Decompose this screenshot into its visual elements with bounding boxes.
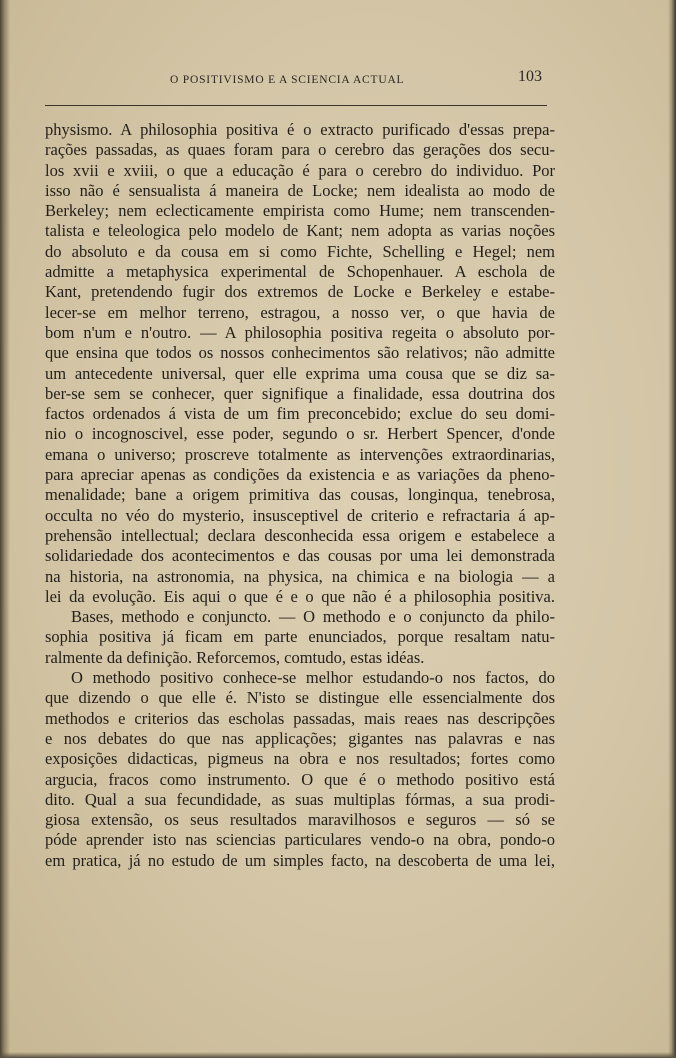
text-line: e nos debates do que nas applicações; gigantes nas palavras e nas xyxy=(45,728,555,748)
text-line: physismo. A philosophia positiva é o extracto purificado d'essas prepa- xyxy=(45,120,555,139)
gutter-shadow xyxy=(0,0,10,1058)
text-line: do absoluto e da cousa em si como Fichte, Schelling e Hegel; nem xyxy=(45,241,555,261)
paragraph-start-line: O methodo positivo conhece-se melhor estudando-o nos factos, do xyxy=(71,668,555,688)
text-line: que ensina que todos os nossos conhecimentos são relativos; não admitte xyxy=(45,343,555,363)
text-line: bom n'um e n'outro. — A philosophia positiva regeita o absoluto por- xyxy=(45,322,555,342)
text-line: que dizendo o que elle é. N'isto se distingue elle essencialmente dos xyxy=(45,688,555,708)
text-line: solidariedade dos acontecimentos e das cousas por uma lei demonstrada xyxy=(45,546,555,566)
text-line: um antecedente universal, quer elle exprima uma cousa que se diz sa- xyxy=(45,363,555,383)
text-line: Berkeley; nem eclecticamente empirista como Hume; nem transcenden- xyxy=(45,201,555,221)
text-line: admitte a metaphysica experimental de Schopenhauer. A eschola de xyxy=(45,262,555,282)
text-line: lecer-se em melhor terreno, estragou, a nosso ver, o que havia de xyxy=(45,302,555,322)
page-edge-right xyxy=(668,0,676,1058)
header-rule xyxy=(45,105,547,106)
text-line: exposições didacticas, pigmeus na obra e nos resultados; fortes como xyxy=(45,749,555,769)
text-line: argucia, fracos como instrumento. O que é o methodo positivo está xyxy=(45,769,555,789)
text-line: ralmente da definição. Reforcemos, comtudo, estas idéas. xyxy=(45,647,425,667)
text-line: factos ordenados á vista de um fim preconcebido; exclue do seu domi- xyxy=(45,404,555,424)
text-line: Kant, pretendendo fugir dos extremos de Locke e Berkeley e estabe- xyxy=(45,282,555,302)
text-line: giosa extensão, os seus resultados maravilhosos e seguros — só se xyxy=(45,810,555,830)
text-line: los xvii e xviii, o que a educação é para o cerebro do individuo. Por xyxy=(45,160,555,180)
text-line: menalidade; bane a origem primitiva das cousas, longinqua, tenebrosa, xyxy=(45,485,555,505)
body-text xyxy=(45,120,555,871)
page-edge-bottom xyxy=(0,1052,676,1058)
text-line: na historia, na astronomia, na physica, na chimica e na biologia — a xyxy=(45,566,555,586)
text-line: sophia positiva já ficam em parte enunciados, porque resaltam natu- xyxy=(45,627,555,647)
text-line: occulta no véo do mysterio, insusceptivel de criterio e refractaria á ap- xyxy=(45,505,555,525)
text-line: dito. Qual a sua fecundidade, as suas multiplas fórmas, a sua prodi- xyxy=(45,789,555,809)
text-line: para apreciar apenas as condições da existencia e as variações da pheno- xyxy=(45,465,555,485)
text-line: nio o incognoscivel, esse poder, segundo o sr. Herbert Spencer, d'onde xyxy=(45,424,555,444)
text-line: ber-se sem se conhecer, quer signifique a finalidade, essa doutrina dos xyxy=(45,383,555,403)
text-line: em pratica, já no estudo de um simples facto, na descoberta de uma lei, xyxy=(45,850,555,870)
text-line: emana o universo; proscreve totalmente as intervenções extraordinarias, xyxy=(45,444,555,464)
section-heading-line: Bases, methodo e conjuncto. — O methodo e o conjuncto da philo- xyxy=(71,607,555,627)
text-line: talista e teleologica pelo modelo de Kant; nem adopta as varias noções xyxy=(45,221,555,241)
text-line: methodos e criterios das escholas passadas, mais reaes nas descripções xyxy=(45,708,555,728)
page-number: 103 xyxy=(518,68,542,85)
text-line: isso não é sensualista á maneira de Locke; nem idealista ao modo de xyxy=(45,180,555,200)
text-line: lei da evolução. Eis aqui o que é e o que não é a philosophia positiva. xyxy=(45,586,555,606)
running-title: O POSITIVISMO E A SCIENCIA ACTUAL xyxy=(170,74,405,86)
text-line: rações passadas, as quaes foram para o cerebro das gerações dos secu- xyxy=(45,140,555,160)
text-line: prehensão intellectual; declara desconhecida essa origem e estabelece a xyxy=(45,525,555,545)
text-line: póde aprender isto nas sciencias particulares vendo-o na obra, pondo-o xyxy=(45,830,555,850)
